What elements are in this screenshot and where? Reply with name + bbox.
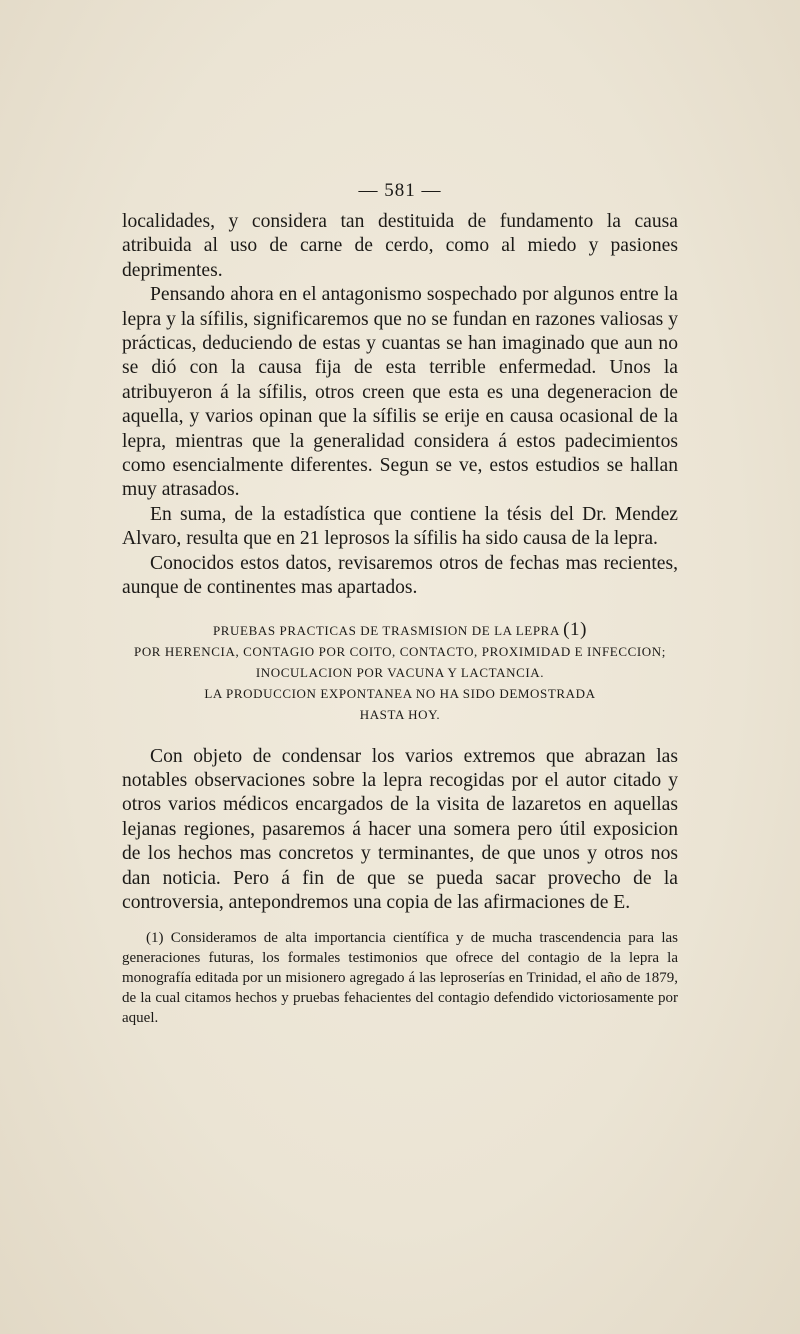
paragraph-5: Con objeto de condensar los varios extremos que abrazan las notables observaciones sobre la lepra recogidas por el autor citado y otros varios médicos encargados de la visita de lazaretos en aquellas lejanas regiones, pasaremos á hacer una somera pero útil exposicion de los hechos mas concretos y terminantes, de que unos y otros nos dan noticia. Pero á fin de que se pueda sacar provecho de la controversia, antepondremos una copia de las afirmaciones de E.	[122, 745, 678, 913]
page-number: — 581 —	[358, 180, 442, 201]
section-heading-title: PRUEBAS PRACTICAS DE TRASMISION DE LA LEPRA	[212, 622, 560, 638]
paragraph-4: Conocidos estos datos, revisaremos otros de fechas mas recientes, aunque de continentes mas apartados.	[122, 552, 678, 599]
section-heading-line-2: POR HERENCIA, CONTAGIO POR COITO, CONTACTO, PROXIMIDAD E INFECCION; INOCULACION POR VACUNA Y LACTANCIA.	[133, 643, 667, 680]
paragraph-3: En suma, de la estadística que contiene la tésis del Dr. Mendez Alvaro, resulta que en 21 leprosos la sífilis ha sido causa de la lepra.	[122, 503, 678, 550]
section-heading-line-1	[122, 619, 678, 641]
section-heading	[122, 619, 678, 725]
section-heading-line-3: LA PRODUCCION EXPONTANEA NO HA SIDO DEMOSTRADA	[204, 685, 596, 701]
footnote-ref: (1)	[563, 618, 588, 640]
footnote: (1) Consideramos de alta importancia científica y de mucha trascendencia para las generaciones futuras, los formales testimonios que ofrece del contagio de la lepra la monografía editada por un misionero agregado á las leproserías en Trinidad, el año de 1879, de la cual citamos hechos y pruebas fehacientes del contagio defendido victoriosamente por aquel.	[122, 930, 678, 1026]
paragraph-2: Pensando ahora en el antagonismo sospechado por algunos entre la lepra y la sífilis, significaremos que no se fundan en razones valiosas y prácticas, deduciendo de estas y cuantas se han imaginado que aun no se dió con la causa fija de esta terrible enfermedad. Unos la atribuyeron á la sífilis, otros creen que esta es una degeneracion de aquella, y varios opinan que la sífilis se erije en causa ocasional de la lepra, mientras que la generalidad considera á estos padecimientos como esencialmente diferentes. Segun se ve, estos estudios se hallan muy atrasados.	[122, 284, 678, 501]
section-heading-line-4: HASTA HOY.	[359, 706, 441, 722]
page-body	[122, 210, 678, 1043]
paragraph-1: localidades, y considera tan destituida de fundamento la causa atribuida al uso de carne de cerdo, como al miedo y pasiones deprimentes.	[122, 211, 678, 281]
